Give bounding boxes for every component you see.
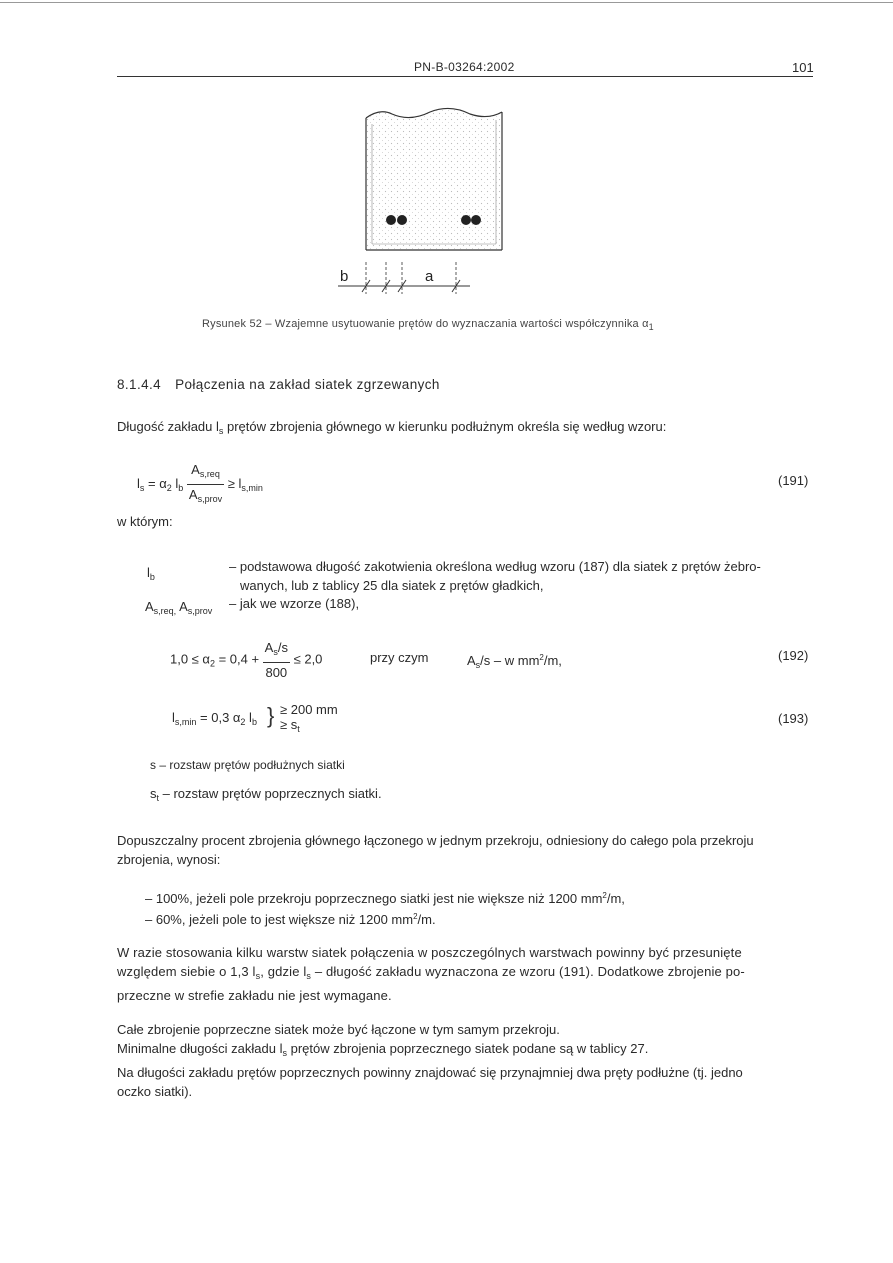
def-as-desc: – jak we wzorze (188), (229, 596, 360, 611)
equation-192-unit: $A_s/s$ – w $mm^2/m$, (467, 653, 562, 670)
fraction-191: $\frac{A_{s,req}}{A_{s,prov}}$ (188, 462, 223, 504)
bar-3 (461, 215, 471, 225)
top-scan-rule (0, 2, 893, 3)
intro-paragraph: Długość zakładu $l_s$ prętów zbrojenia głównego w kierunku podłużnym określa się według wzoru: (117, 419, 667, 436)
dimension-label-b: b (340, 268, 349, 285)
var-s: s – rozstaw prętów podłużnych siatki (150, 758, 345, 772)
section-heading (117, 377, 440, 392)
equation-number-191: (191) (778, 473, 809, 488)
equation-191: $l_s = \alpha_2$ $l_b$ $\frac{A_{s,req}}{A_{s,prov}}$ ≥ $l_{s,min}$ (137, 460, 263, 509)
def-lb-desc-line1: – podstawowa długość zakotwienia określona według wzoru (187) dla siatek z prętów żebro- (229, 559, 761, 574)
def-as-symbol: $A_{s,req,}$ $A_{s,prov}$ (145, 599, 213, 616)
paragraph-layers: W razie stosowania kilku warstw siatek połączenia w poszczególnych warstwach powinny być przesunięte względem siebie o 1,3 $l_s$, gdzie $l_s$ – długość zakładu wyznaczona ze wzoru (191). Dodatkowe zbrojenie po- przeczne w strefie zakładu nie jest wymagane. (117, 945, 745, 1003)
rebar-position-figure (330, 100, 520, 300)
var-st: $s_t$ – rozstaw prętów poprzecznych siatki. (150, 786, 382, 803)
bullet-100: – 100%, jeżeli pole przekroju poprzecznego siatki jest nie większe niż 1200 $mm^2/m$, (145, 891, 625, 906)
header-rule (117, 76, 813, 77)
dimension-label-a: a (425, 268, 434, 285)
fraction-192: $\frac{A_s/s}{800}$ (264, 640, 288, 680)
document-code: PN-B-03264:2002 (414, 60, 515, 74)
where-label: w którym: (117, 514, 173, 529)
equation-193-conditions: ≥ 200 mm ≥ $s_t$ (280, 702, 338, 734)
brace-icon: } (267, 703, 275, 728)
figure-caption: Rysunek 52 – Wzajemne usytuowanie prętów do wyznaczania wartości współczynnika $\alpha_1$ (202, 318, 654, 332)
section-title: Połączenia na zakład siatek zgrzewanych (175, 377, 440, 392)
equation-192-condition: przy czym (370, 650, 429, 665)
page-number: 101 (792, 60, 814, 75)
def-lb-symbol: $l_b$ (147, 565, 155, 582)
bar-1 (386, 215, 396, 225)
paragraph-transverse: Całe zbrojenie poprzeczne siatek może być łączone w tym samym przekroju. Minimalne długości zakładu $l_s$ prętów zbrojenia poprzecznego siatek podane są w tablicy 27. Na długości zakładu prętów poprzecznych powinny znajdować się przynajmniej dwa pręty podłużne (tj. jedno oczko siatki). (117, 1022, 743, 1099)
bar-4 (471, 215, 481, 225)
bar-2 (397, 215, 407, 225)
equation-192: $1,0 \le \alpha_2 = 0,4$ + $\frac{A_s/s}{800}$ ≤ 2,0 (170, 640, 323, 680)
concrete-section (366, 108, 502, 250)
equation-number-192: (192) (778, 648, 809, 663)
bullet-60: – 60%, jeżeli pole to jest większe niż 1200 $mm^2/m$. (145, 912, 436, 927)
def-lb-desc-line2: wanych, lub z tablicy 25 dla siatek z prętów gładkich, (240, 578, 544, 593)
equation-number-193: (193) (778, 711, 809, 726)
paragraph-percent: Dopuszczalny procent zbrojenia głównego łączonego w jednym przekroju, odniesiony do całego pola przekroju zbrojenia, wynosi: (117, 833, 754, 867)
equation-193: $l_{s,min} = 0,3$ $\alpha_2$ $l_b$ (172, 710, 257, 727)
section-number: 8.1.4.4 (117, 377, 162, 392)
